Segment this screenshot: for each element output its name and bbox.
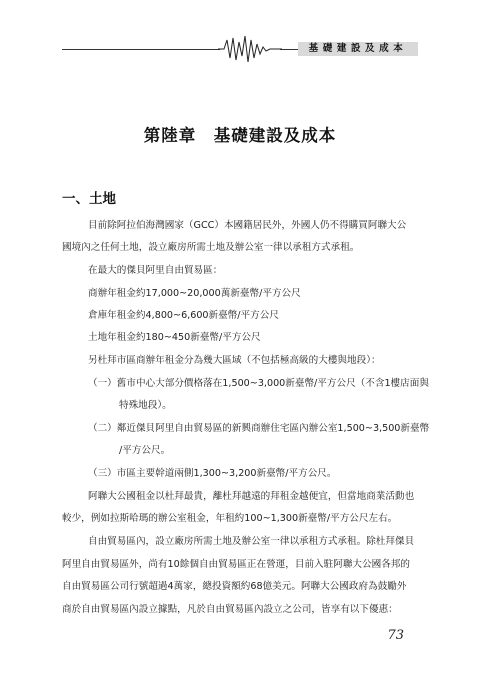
header-rule-right [280,49,298,50]
paragraph-line: 阿里自由貿易區外，尚有10餘個自由貿易區正在營運，目前入駐阿聯大公國各邦的 [62,559,410,570]
list-item-line: /平方公尺。 [119,445,171,456]
list-item-line: （一）舊市中心大部分價格落在1,500~3,000新臺幣/平方公尺（不含1樓店面與 [88,378,429,389]
paragraph-line: 在最大的傑貝阿里自由貿易區： [88,265,223,276]
list-item-line: （二）鄰近傑貝阿里自由貿易區的新興商辦住宅區內辦公室1,500~3,500新臺幣 [88,423,430,434]
list-item-line: （三）市區主要幹道兩側1,300~3,200新臺幣/平方公尺。 [88,468,337,479]
waveform-icon [218,34,282,64]
paragraph-line: 土地年租金約180~450新臺幣/平方公尺 [88,332,261,343]
paragraph-line: 自由貿易區公司行號超過4萬家，總投資額約68億美元。阿聯大公國政府為鼓勵外 [62,581,407,592]
section-title: 一、土地 [62,191,116,207]
chapter-title: 第陸章 基礎建設及成本 [143,126,337,145]
paragraph-line: 較少，例如拉斯哈瑪的辦公室租金，年租約100~1,300新臺幣/平方公尺左右。 [62,513,398,524]
paragraph-line: 國境內之任何土地，設立廠房所需土地及辦公室一律以承租方式承租。 [62,242,360,253]
paragraph-line: 另杜拜市區商辦年租金分為幾大區域（不包括極高級的大樓與地段）： [88,355,381,366]
paragraph-line: 商辦年租金約17,000~20,000萬新臺幣/平方公尺 [88,288,301,299]
running-header-title: 基礎建設及成本 [308,43,408,54]
page-number: 73 [387,628,404,643]
paragraph-line: 商於自由貿易區內設立據點，凡於自由貿易區內設立之公司，皆享有以下優惠： [62,604,398,615]
list-item-line: 特殊地段）。 [119,400,172,411]
header-rule-left [62,49,220,50]
paragraph-line: 自由貿易區內，設立廠房所需土地及辦公室一律以承租方式承租。除杜拜傑貝 [88,536,415,547]
paragraph-line: 阿聯大公國租金以杜拜最貴，離杜拜越遠的拜租金越便宜，但當地商業活動也 [88,491,415,502]
paragraph-line: 目前除阿拉伯海灣國家（GCC）本國籍居民外，外國人仍不得購買阿聯大公 [88,220,407,231]
paragraph-line: 倉庫年租金約4,800~6,600新臺幣/平方公尺 [88,310,279,321]
